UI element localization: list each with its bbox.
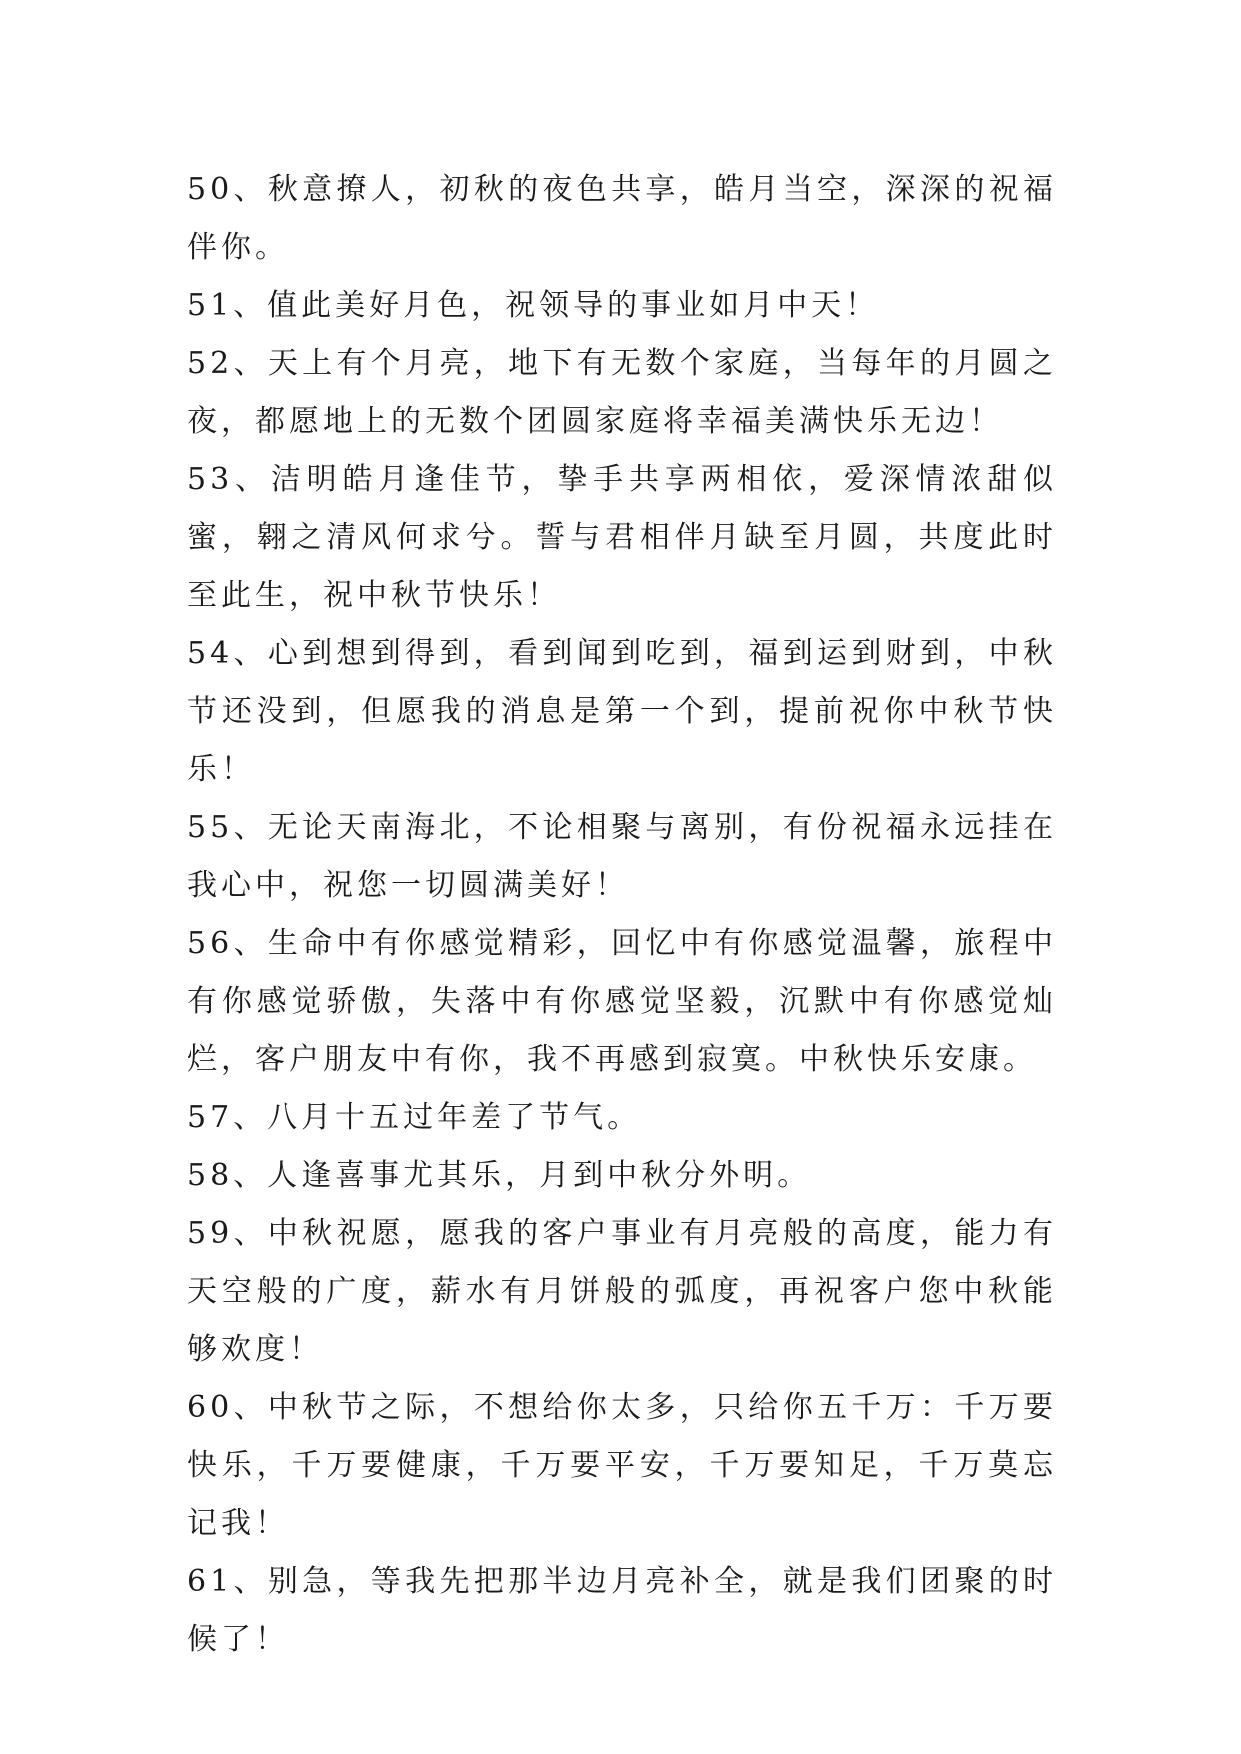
paragraph-55: 55、无论天南海北，不论相聚与离别，有份祝福永远挂在我心中，祝您一切圆满美好！ <box>187 810 1057 903</box>
paragraph-57: 57、八月十五过年差了节气。 <box>187 1100 642 1135</box>
paragraph-59: 59、中秋祝愿，愿我的客户事业有月亮般的高度，能力有天空般的广度，薪水有月饼般的弧度，再祝客户您中秋能够欢度！ <box>187 1216 1057 1367</box>
paragraph-60: 60、中秋节之际，不想给你太多，只给你五千万：千万要快乐，千万要健康，千万要平安，千万要知足，千万莫忘记我！ <box>187 1390 1057 1541</box>
paragraph-61: 61、别急，等我先把那半边月亮补全，就是我们团聚的时候了！ <box>187 1564 1057 1657</box>
paragraph-50: 50、秋意撩人，初秋的夜色共享，皓月当空，深深的祝福伴你。 <box>187 172 1057 265</box>
paragraph-52: 52、天上有个月亮，地下有无数个家庭，当每年的月圆之夜，都愿地上的无数个团圆家庭将幸福美满快乐无边！ <box>187 346 1057 439</box>
paragraph-54: 54、心到想到得到，看到闻到吃到，福到运到财到，中秋节还没到，但愿我的消息是第一个到，提前祝你中秋节快乐！ <box>187 636 1057 787</box>
paragraph-53: 53、洁明皓月逢佳节，挚手共享两相依，爱深情浓甜似蜜，翱之清风何求兮。誓与君相伴月缺至月圆，共度此时至此生，祝中秋节快乐！ <box>187 462 1057 613</box>
paragraph-51: 51、值此美好月色，祝领导的事业如月中天！ <box>187 288 880 323</box>
paragraph-56: 56、生命中有你感觉精彩，回忆中有你感觉温馨，旅程中有你感觉骄傲，失落中有你感觉坚毅，沉默中有你感觉灿烂，客户朋友中有你，我不再感到寂寞。中秋快乐安康。 <box>187 926 1057 1077</box>
paragraph-58: 58、人逢喜事尤其乐，月到中秋分外明。 <box>187 1158 812 1193</box>
document-body <box>187 161 1057 1669</box>
